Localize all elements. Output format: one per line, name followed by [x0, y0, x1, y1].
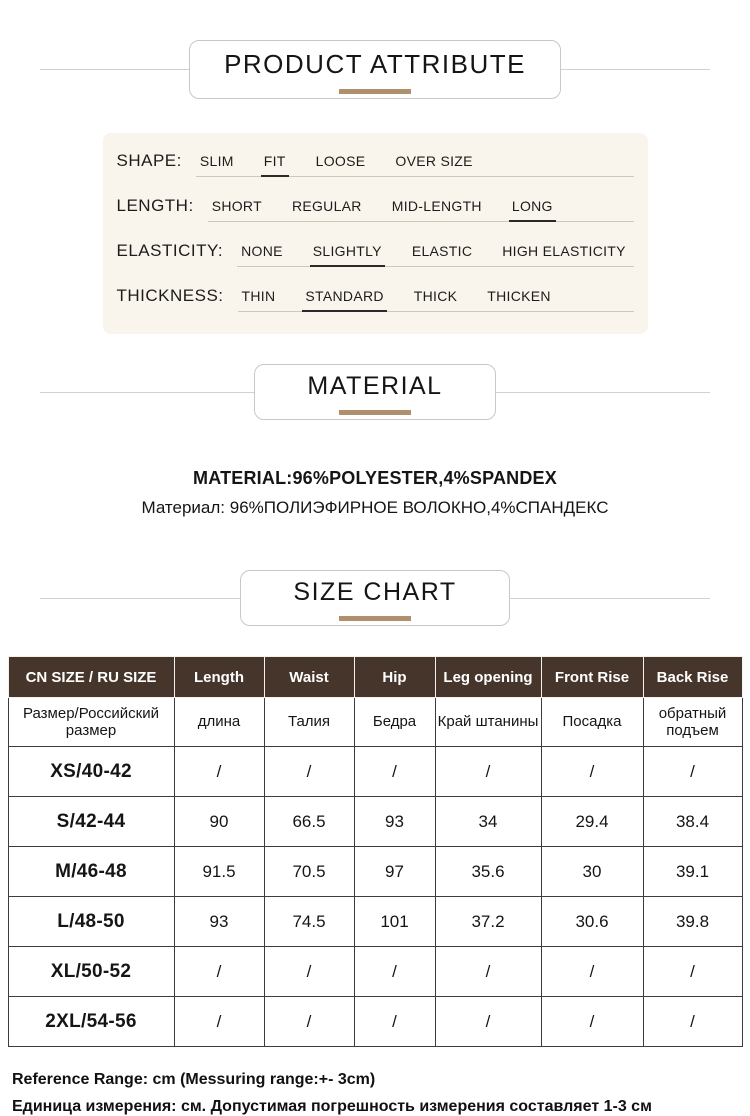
value-cell: 66.5 — [264, 797, 354, 847]
attribute-option: LONG — [512, 198, 553, 221]
value-cell: / — [174, 947, 264, 997]
table-row — [8, 847, 742, 897]
attribute-option: LOOSE — [315, 153, 366, 169]
attribute-option: SHORT — [211, 198, 262, 214]
value-cell: 35.6 — [435, 847, 541, 897]
attribute-option: NONE — [241, 243, 283, 259]
value-cell: 30.6 — [541, 897, 643, 947]
value-cell: / — [435, 997, 541, 1047]
table-row — [8, 997, 742, 1047]
value-cell: 34 — [435, 797, 541, 847]
value-cell: / — [354, 747, 435, 797]
size-chart-header — [0, 570, 750, 626]
value-cell: / — [174, 997, 264, 1047]
attribute-row-elasticity — [117, 241, 634, 267]
value-cell: 39.8 — [643, 897, 742, 947]
attribute-label: ELASTICITY: — [116, 241, 224, 260]
value-cell: / — [643, 947, 742, 997]
value-cell: / — [643, 997, 742, 1047]
value-cell: 29.4 — [541, 797, 643, 847]
attribute-panel — [103, 133, 648, 334]
attribute-option: OVER SIZE — [395, 153, 473, 169]
attribute-option: ELASTIC — [411, 243, 473, 259]
table-row — [8, 947, 742, 997]
accent-underline — [339, 616, 411, 621]
value-cell: / — [541, 747, 643, 797]
material-header — [0, 364, 750, 420]
material-line-en: MATERIAL:96%POLYESTER,4%SPANDEX — [193, 468, 557, 488]
value-cell: 93 — [354, 797, 435, 847]
header-box — [189, 40, 561, 99]
column-header-ru: Посадка — [541, 698, 643, 747]
header-box — [254, 364, 495, 420]
column-header: Hip — [354, 657, 435, 698]
value-cell: / — [435, 747, 541, 797]
section-title: MATERIAL — [307, 372, 443, 400]
attribute-option: THICK — [413, 288, 458, 304]
attribute-options — [238, 288, 634, 312]
value-cell: / — [643, 747, 742, 797]
column-header: Leg opening — [435, 657, 541, 698]
size-label-cell: M/46-48 — [8, 847, 174, 897]
value-cell: / — [354, 997, 435, 1047]
column-header: CN SIZE / RU SIZE — [8, 657, 174, 698]
size-label-cell: S/42-44 — [8, 797, 174, 847]
accent-underline — [339, 410, 411, 415]
column-header-ru: Талия — [264, 698, 354, 747]
attribute-option: HIGH ELASTICITY — [502, 243, 626, 259]
attribute-option: MID-LENGTH — [391, 198, 482, 214]
section-title: SIZE CHART — [293, 578, 457, 606]
value-cell: 39.1 — [643, 847, 742, 897]
attribute-label: THICKNESS: — [116, 286, 224, 305]
attribute-option: THICKEN — [487, 288, 551, 304]
size-label-cell: L/48-50 — [8, 897, 174, 947]
column-header: Length — [174, 657, 264, 698]
column-header: Front Rise — [541, 657, 643, 698]
table-row — [8, 897, 742, 947]
divider-line — [40, 69, 189, 70]
value-cell: 101 — [354, 897, 435, 947]
attribute-options — [208, 198, 634, 222]
attribute-option: SLIGHTLY — [313, 243, 382, 266]
value-cell: / — [541, 947, 643, 997]
value-cell: 30 — [541, 847, 643, 897]
divider-line — [40, 598, 240, 599]
value-cell: 91.5 — [174, 847, 264, 897]
footnotes — [12, 1071, 750, 1116]
value-cell: / — [264, 947, 354, 997]
table-header-row-en — [8, 657, 742, 698]
size-label-cell: XS/40-42 — [8, 747, 174, 797]
divider-line — [510, 598, 710, 599]
value-cell: 97 — [354, 847, 435, 897]
value-cell: / — [435, 947, 541, 997]
column-header-ru: Край штанины — [435, 698, 541, 747]
table-header-row-ru — [8, 698, 742, 747]
value-cell: / — [354, 947, 435, 997]
value-cell: 70.5 — [264, 847, 354, 897]
attribute-label: SHAPE: — [116, 151, 182, 170]
value-cell: / — [541, 997, 643, 1047]
size-chart-table — [8, 656, 743, 1047]
value-cell: 74.5 — [264, 897, 354, 947]
material-line-ru: Материал: 96%ПОЛИЭФИРНОЕ ВОЛОКНО,4%СПАНДЕКС — [141, 498, 609, 517]
section-title: PRODUCT ATTRIBUTE — [224, 49, 526, 79]
attribute-option: THIN — [241, 288, 276, 304]
attribute-option: REGULAR — [291, 198, 362, 214]
attribute-row-shape — [117, 151, 634, 177]
value-cell: / — [264, 747, 354, 797]
table-row — [8, 797, 742, 847]
divider-line — [40, 392, 254, 393]
table-row — [8, 747, 742, 797]
footnote-ru: Единица измерения: см. Допустимая погрешность измерения составляет 1-3 см — [12, 1098, 652, 1115]
attribute-row-length — [117, 196, 634, 222]
column-header: Waist — [264, 657, 354, 698]
column-header: Back Rise — [643, 657, 742, 698]
value-cell: 93 — [174, 897, 264, 947]
attribute-row-thickness — [117, 286, 634, 312]
attribute-option: STANDARD — [305, 288, 383, 311]
product-attribute-header — [0, 40, 750, 99]
size-label-cell: XL/50-52 — [8, 947, 174, 997]
column-header-ru: длина — [174, 698, 264, 747]
attribute-options — [237, 243, 633, 267]
attribute-options — [196, 153, 634, 177]
column-header-ru: Размер/Российский размер — [8, 698, 174, 747]
value-cell: / — [174, 747, 264, 797]
footnote-en: Reference Range: cm (Messuring range:+- 3cm) — [12, 1071, 376, 1088]
value-cell: 90 — [174, 797, 264, 847]
header-box — [240, 570, 509, 626]
column-header-ru: обратный подъем — [643, 698, 742, 747]
attribute-option: FIT — [264, 153, 286, 176]
value-cell: 37.2 — [435, 897, 541, 947]
attribute-option: SLIM — [199, 153, 234, 169]
size-table-body — [8, 698, 742, 1047]
column-header-ru: Бедра — [354, 698, 435, 747]
value-cell: 38.4 — [643, 797, 742, 847]
value-cell: / — [264, 997, 354, 1047]
size-label-cell: 2XL/54-56 — [8, 997, 174, 1047]
attribute-label: LENGTH: — [116, 196, 194, 215]
divider-line — [496, 392, 710, 393]
accent-underline — [339, 89, 411, 94]
divider-line — [561, 69, 710, 70]
material-info — [0, 468, 750, 518]
